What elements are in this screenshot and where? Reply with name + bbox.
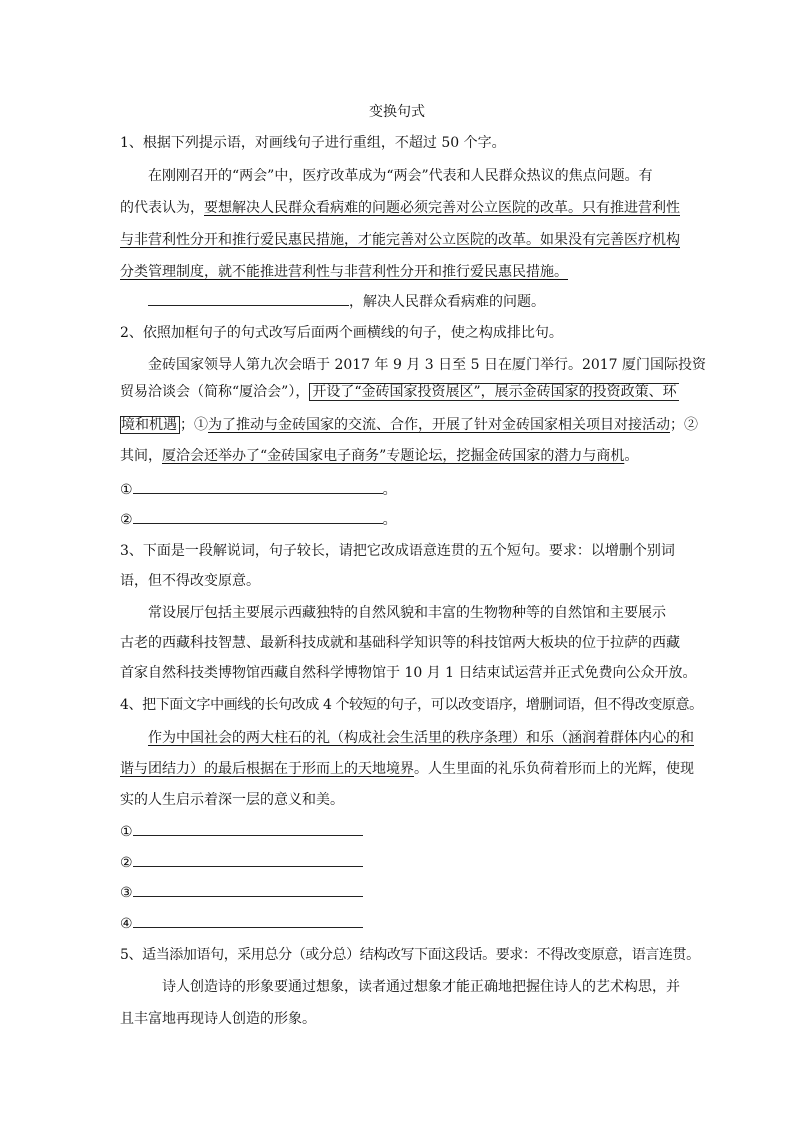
q4-blank-num-2: ② xyxy=(120,855,133,871)
q4-blank-num-4: ④ xyxy=(120,916,133,932)
q5-stem: 5、适当添加语句，采用总分（或分总）结构改写下面这段话。要求：不得改变原意，语言连贯。 xyxy=(120,947,700,963)
q2-blank-num-2: ② xyxy=(120,512,133,528)
q2-boxed-sentence-a: 开设了“金砖国家投资展区”，展示金砖国家的投资政策、环 xyxy=(309,383,678,401)
q1-para-line4: 分类管理制度，就不能推进营利性与非营利性分开和推行爱民惠民措施。 xyxy=(120,264,568,280)
q4-blank-4[interactable] xyxy=(133,913,363,928)
q2-para-line4 xyxy=(120,446,638,466)
q3-stem-line2: 语，但不得改变原意。 xyxy=(120,573,260,589)
q2-blank-end-1: 。 xyxy=(382,482,397,498)
q4-stem: 4、把下面文字中画线的长句改成 4 个较短的句子，可以改变语序，增删词语，但不得改变原意。 xyxy=(120,697,703,713)
q2-boxed-sentence-b: 境和机遇 xyxy=(120,416,180,434)
q2-stem: 2、依照加框句子的句式改写后面两个画横线的句子，使之构成排比句。 xyxy=(120,325,563,341)
q1-para-text: 的代表认为， xyxy=(120,200,204,216)
q2-marker-2: ；② xyxy=(670,417,698,433)
q1-stem: 1、根据下列提示语，对画线句子进行重组，不超过 50 个字。 xyxy=(120,135,506,151)
q4-blank-num-3: ③ xyxy=(120,885,133,901)
q1-para-line1: 在刚刚召开的“两会”中，医疗改革成为“两会”代表和人民群众热议的焦点问题。有 xyxy=(148,168,653,184)
q4-blank-line-1 xyxy=(120,821,363,842)
q1-answer-blank[interactable] xyxy=(148,291,349,306)
q2-underlined-2: 厦洽会还举办了“金砖国家电子商务”专题论坛，挖掘金砖国家的潜力与商机 xyxy=(162,448,625,464)
q5-para-line1: 诗人创造诗的形象要通过想象，读者通过想象才能正确地把握住诗人的艺术构思，并 xyxy=(162,979,680,995)
q4-blank-line-2 xyxy=(120,852,363,873)
q2-blank-line-1 xyxy=(120,479,397,500)
q2-text: 贸易洽谈会（简称“厦洽会”）， xyxy=(120,384,310,400)
q2-underlined-1: 为了推动与金砖国家的交流、合作，开展了针对金砖国家相关项目对接活动 xyxy=(208,417,670,433)
q4-para-line2 xyxy=(120,759,694,779)
q1-para-line3: 与非营利性分开和推行爱民惠民措施，才能完善对公立医院的改革。如果没有完善医疗机构 xyxy=(120,232,680,248)
q4-blank-3[interactable] xyxy=(133,882,363,897)
q4-blank-line-4 xyxy=(120,913,363,934)
q4-blank-num-1: ① xyxy=(120,824,133,840)
page-title: 变换句式 xyxy=(369,104,425,120)
q2-text-2: 其间， xyxy=(120,448,162,464)
q1-underlined-sentence: 要想解决人民群众看病难的问题必须完善对公立医院的改革。只有推进营利性 xyxy=(204,200,680,216)
q2-para-line1: 金砖国家领导人第九次会晤于 2017 年 9 月 3 日至 5 日在厦门举行。2017 厦门国际投资 xyxy=(148,357,707,373)
q3-para-line1: 常设展厅包括主要展示西藏独特的自然风貌和丰富的生物物种等的自然馆和主要展示 xyxy=(148,605,666,621)
q4-text: 。人生里面的礼乐负荷着形而上的光辉，使现 xyxy=(414,761,694,777)
q4-para-line3: 实的人生启示着深一层的意义和美。 xyxy=(120,792,344,808)
q4-blank-1[interactable] xyxy=(133,821,363,836)
q2-marker-1: ；① xyxy=(180,417,208,433)
q2-para-line3 xyxy=(120,415,698,435)
q2-blank-line-2 xyxy=(120,509,397,530)
q1-answer-tail: ，解决人民群众看病难的问题。 xyxy=(349,294,545,310)
q2-blank-2[interactable] xyxy=(133,509,383,524)
q5-para-line2: 且丰富地再现诗人创造的形象。 xyxy=(120,1011,316,1027)
q4-underlined-end: 谐与团结力）的最后根据在于形而上的天地境界 xyxy=(120,761,414,777)
q1-para-line2 xyxy=(120,198,680,218)
q2-blank-end-2: 。 xyxy=(382,512,397,528)
q3-stem-line1: 3、下面是一段解说词，句子较长，请把它改成语意连贯的五个短句。要求：以增删个别词 xyxy=(120,543,675,559)
q2-blank-1[interactable] xyxy=(133,479,383,494)
q2-para-line2 xyxy=(120,382,679,402)
q3-para-line2: 古老的西藏科技智慧、最新科技成就和基础科学知识等的科技馆两大板块的位于拉萨的西藏 xyxy=(120,635,680,651)
q4-blank-2[interactable] xyxy=(133,852,363,867)
q4-blank-line-3 xyxy=(120,882,363,903)
q4-para-line1: 作为中国社会的两大柱石的礼（构成社会生活里的秩序条理）和乐（涵润着群体内心的和 xyxy=(148,730,694,746)
q3-para-line3: 首家自然科技类博物馆西藏自然科学博物馆于 10 月 1 日结束试运营并正式免费向公众开放。 xyxy=(120,665,697,681)
q1-answer-line xyxy=(148,291,545,312)
q2-period: 。 xyxy=(624,448,639,464)
q2-blank-num-1: ① xyxy=(120,482,133,498)
